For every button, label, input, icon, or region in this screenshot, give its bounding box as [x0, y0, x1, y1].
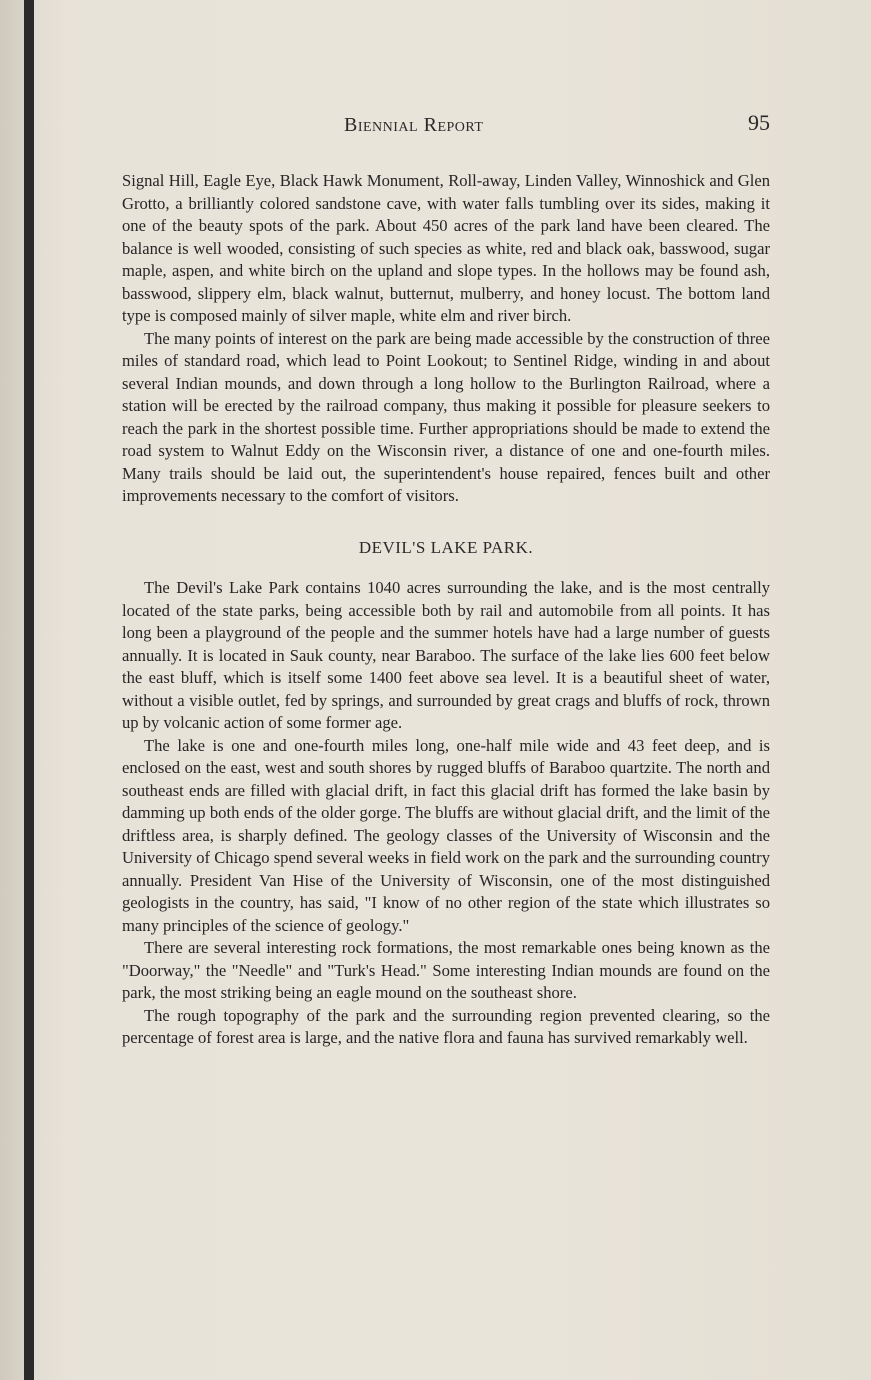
paragraph: The rough topography of the park and the surrounding region prevented clearing, so the percentage of forest area is large, and the native flora and fauna has survived remarkably well.	[122, 1005, 770, 1047]
page-binding	[24, 0, 34, 1380]
paragraph: The lake is one and one-fourth miles long, one-half mile wide and 43 feet deep, and is enclosed on the east, west and south shores by rugged bluffs of Baraboo quartzite. The north and southeast ends are filled with glacial drift, in fact this glacial drift has formed the lake basin by damming up both ends of the older gorge. The bluffs are without glacial drift, and the limit of the driftless area, is sharply defined. The geology classes of the University of Wisconsin and the University of Chicago spend several weeks in field work on the park and the surrounding country annually. President Van Hise of the University of Wisconsin, one of the most distinguished geologists in the country, has said, "I know of no other region of the state which illustrates so many principles of the science of geology."	[122, 735, 770, 935]
running-head: Biennial Report	[344, 114, 484, 136]
section-heading: DEVIL'S LAKE PARK.	[358, 537, 534, 557]
paragraph: Signal Hill, Eagle Eye, Black Hawk Monument, Roll-away, Linden Valley, Winnoshick and Glen Grotto, a brilliantly colored sandstone cave, with water falls tumbling over its sides, making it one of the beauty spots of the park. About 450 acres of the park land have been cleared. The balance is well wooded, consisting of such species as white, red and black oak, basswood, sugar maple, aspen, and white birch on the upland and slope types. In the hollows may be found ash, basswood, slippery elm, black walnut, butternut, mulberry, and honey locust. The bottom land type is composed mainly of silver maple, white elm and river birch.	[122, 171, 770, 325]
page-header	[122, 110, 770, 144]
page-binding-edge	[0, 0, 24, 1380]
paragraph: There are several interesting rock formations, the most remarkable ones being known as the "Doorway," the "Needle" and "Turk's Head." Some interesting Indian mounds are found on the park, the most striking being an eagle mound on the southeast shore.	[122, 938, 770, 1002]
page-number: 95	[748, 110, 770, 135]
paragraph: The Devil's Lake Park contains 1040 acres surrounding the lake, and is the most centrally located of the state parks, being accessible both by rail and automobile from all points. It has long been a playground of the people and the summer hotels have had a large number of guests annually. It is located in Sauk county, near Baraboo. The surface of the lake lies 600 feet below the east bluff, which is itself some 1400 feet above sea level. It is a beautiful sheet of water, without a visible outlet, fed by springs, and surrounded by great crags and bluffs of rock, thrown up by volcanic action of some former age.	[122, 578, 770, 732]
body-text	[122, 170, 770, 1050]
paragraph: The many points of interest on the park are being made accessible by the construction of three miles of standard road, which lead to Point Lookout; to Sentinel Ridge, winding in and about several Indian mounds, and down through a long hollow to the Burlington Railroad, where a station will be erected by the railroad company, thus making it possible for pleasure seekers to reach the park in the shortest possible time. Further appropriations should be made to extend the road system to Walnut Eddy on the Wisconsin river, a distance of one and one-fourth miles. Many trails should be laid out, the superintendent's house repaired, fences built and other improvements necessary to the comfort of visitors.	[122, 328, 770, 505]
